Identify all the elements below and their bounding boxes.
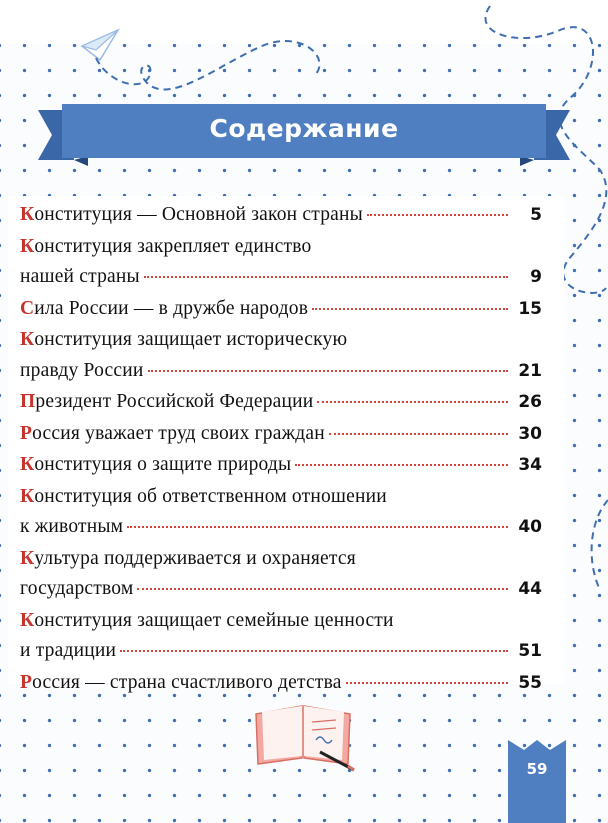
toc-entry-title-line (20, 423, 325, 445)
toc-entry-title-line (20, 298, 308, 320)
toc-entry-title-line (20, 486, 387, 508)
toc-entry-title-line (20, 204, 363, 226)
toc-page-number: 51 (518, 641, 542, 661)
dot-leader (317, 401, 508, 403)
toc-entry-title-text: онституция защищает историческую (34, 329, 348, 350)
toc-entry[interactable] (20, 672, 542, 698)
toc-entry[interactable] (20, 423, 542, 449)
toc-entry-initial: К (20, 454, 35, 475)
dot-leader (127, 526, 508, 528)
top-margin (0, 0, 608, 44)
toc-page-number: 30 (518, 423, 542, 444)
open-book-icon (250, 700, 356, 772)
toc-entry[interactable] (20, 236, 542, 292)
dot-leader (312, 308, 508, 310)
page-title: Содержание (209, 114, 399, 143)
toc-page-number: 5 (530, 205, 542, 225)
toc-entry-title-line (20, 391, 313, 413)
toc-entry-title-text: онституция закрепляет единство (34, 235, 312, 257)
dot-leader (120, 650, 508, 652)
toc-entry-title-text: оссия — страна счастливого детства (32, 671, 342, 693)
dot-leader (295, 464, 508, 466)
toc-entry-title-line (20, 454, 291, 476)
toc-page-number: 55 (518, 672, 542, 693)
dot-leader (329, 433, 508, 435)
toc-entry-initial: К (20, 235, 35, 257)
toc-entry-title-text: государством (20, 578, 134, 599)
toc-entry-title-line (20, 610, 394, 632)
toc-entry-title-line (20, 640, 116, 662)
toc-entry-title-line (20, 236, 312, 258)
toc-entry[interactable] (20, 298, 542, 324)
toc-entry-title-text: резидент Российской Федерации (35, 391, 314, 412)
toc-entry[interactable] (20, 610, 542, 666)
toc-entry-title-text: онституция о защите природы (34, 454, 292, 475)
toc-entry-initial: К (20, 609, 35, 631)
toc-entry-title-line (20, 329, 347, 351)
dot-leader (367, 214, 508, 216)
toc-entry-initial: К (20, 204, 35, 225)
page-number-tab (508, 740, 566, 823)
toc-entry[interactable] (20, 454, 542, 480)
toc-page-number: 44 (518, 579, 542, 599)
toc-page-number: 21 (518, 360, 542, 381)
toc-entry-title-line (20, 360, 144, 382)
toc-page-number: 34 (518, 455, 542, 475)
toc-entry-initial: К (20, 547, 35, 569)
toc-entry-title-line (20, 672, 342, 694)
dot-leader (144, 276, 508, 278)
toc-entry-title-text: онституция об ответственном отношении (34, 485, 387, 507)
toc-entry-title-line (20, 578, 133, 600)
dot-leader (148, 370, 509, 372)
toc-entry-initial: Р (20, 422, 33, 444)
toc-entry-initial: Р (20, 671, 33, 693)
table-of-contents (20, 204, 542, 703)
toc-entry-title-text: правду России (20, 359, 144, 381)
page-number: 59 (526, 760, 548, 778)
toc-entry-title-line (20, 266, 140, 288)
toc-entry[interactable] (20, 486, 542, 542)
toc-entry-title-line (20, 516, 123, 538)
toc-entry[interactable] (20, 204, 542, 230)
toc-entry-title-text: ила России — в дружбе народов (34, 297, 309, 319)
toc-entry-title-text: к животным (20, 516, 124, 537)
toc-entry-title-text: онституция — Основной закон страны (34, 204, 363, 225)
toc-entry[interactable] (20, 329, 542, 385)
toc-entry-initial: К (20, 329, 35, 350)
toc-entry-initial: П (20, 391, 36, 412)
toc-entry-title-text: и традиции (20, 640, 117, 661)
toc-entry-title-text: онституция защищает семейные ценности (34, 609, 394, 631)
dot-leader (346, 682, 508, 684)
toc-entry-initial: С (20, 297, 35, 319)
toc-page-number: 40 (518, 517, 542, 537)
toc-entry-initial: К (20, 485, 35, 507)
toc-page-number: 26 (518, 392, 542, 412)
toc-entry-title-text: ультура поддерживается и охраняется (34, 547, 356, 569)
toc-page-number: 15 (518, 298, 542, 319)
toc-entry-title-line (20, 548, 356, 570)
toc-entry-title-text: нашей страны (20, 266, 140, 287)
toc-page-number: 9 (530, 267, 542, 287)
toc-entry[interactable] (20, 391, 542, 417)
toc-entry[interactable] (20, 548, 542, 604)
dot-leader (137, 588, 508, 590)
toc-entry-title-text: оссия уважает труд своих граждан (32, 422, 325, 444)
